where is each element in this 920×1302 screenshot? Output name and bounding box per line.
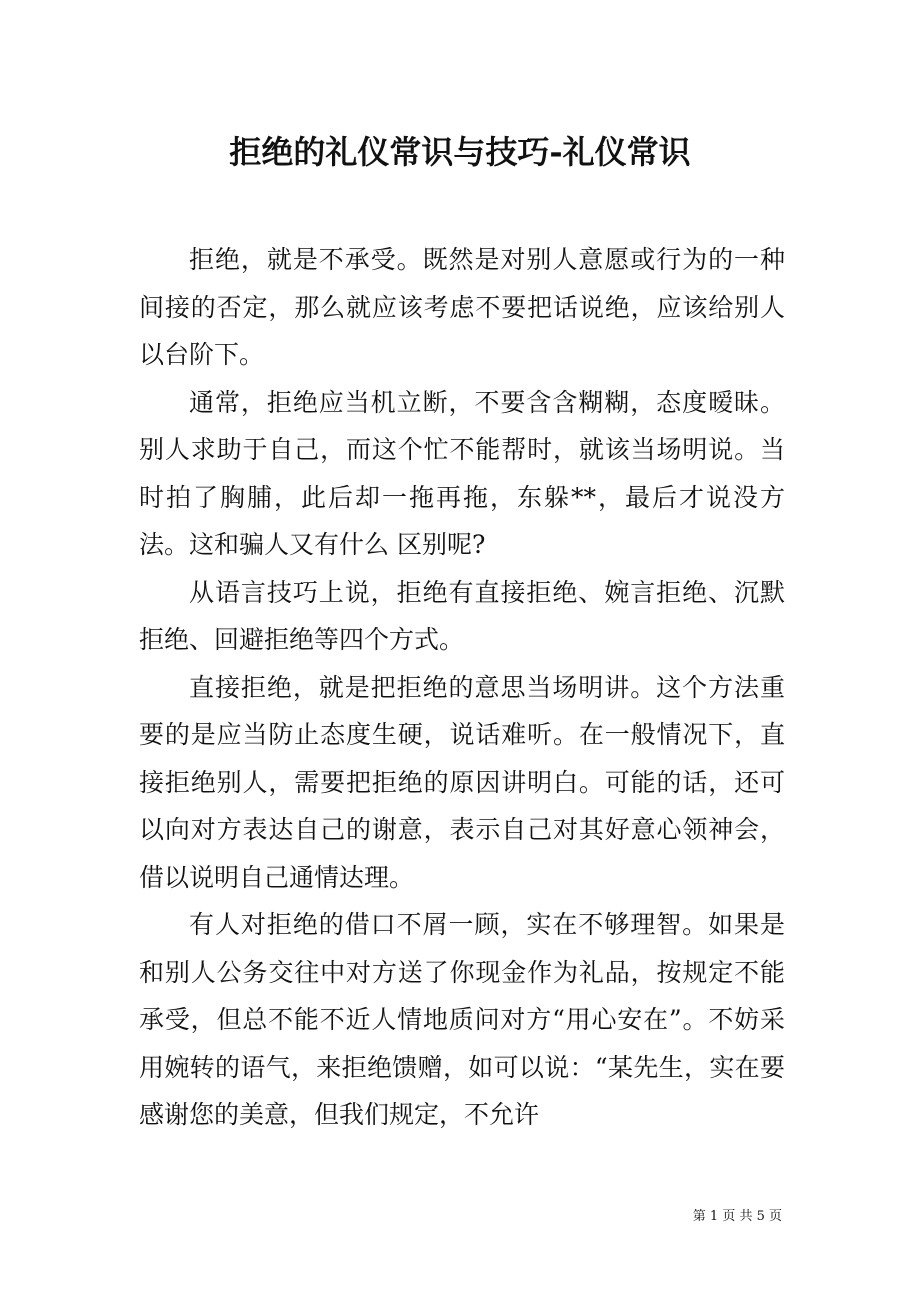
paragraph-1: 拒绝，就是不承受。既然是对别人意愿或行为的一种间接的否定，那么就应该考虑不要把话说绝，应该给别人以台阶下。	[139, 245, 785, 369]
document-body	[139, 236, 785, 1139]
paragraph-2: 通常，拒绝应当机立断，不要含含糊糊，态度暧昧。别人求助于自己，而这个忙不能帮时，就该当场明说。当时拍了胸脯，此后却一拖再拖，东躲**，最后才说没方法。这和骗人又有什么 区别呢?	[139, 387, 785, 559]
page-number-footer: 第 1 页 共 5 页	[692, 1209, 782, 1224]
document-title: 拒绝的礼仪常识与技巧-礼仪常识	[229, 133, 691, 171]
paragraph-3: 从语言技巧上说，拒绝有直接拒绝、婉言拒绝、沉默拒绝、回避拒绝等四个方式。	[139, 577, 785, 654]
paragraph-4: 直接拒绝，就是把拒绝的意思当场明讲。这个方法重要的是应当防止态度生硬，说话难听。在一般情况下，直接拒绝别人，需要把拒绝的原因讲明白。可能的话，还可以向对方表达自己的谢意，表示自己对其好意心领神会，借以说明自己通情达理。	[139, 672, 785, 892]
paragraph-5: 有人对拒绝的借口不屑一顾，实在不够理智。如果是和别人公务交往中对方送了你现金作为礼品，按规定不能承受，但总不能不近人情地质问对方“用心安在”。不妨采用婉转的语气，来拒绝馈赠，如可以说：“某先生，实在要感谢您的美意，但我们规定，不允许	[139, 910, 785, 1129]
